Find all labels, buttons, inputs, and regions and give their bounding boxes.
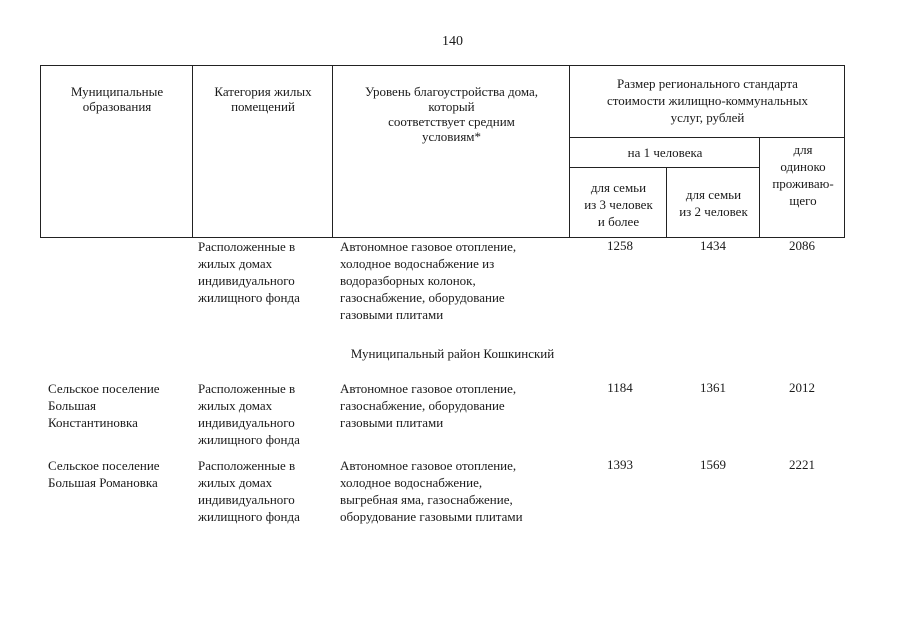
header-single: для одиноко проживаю- щего (772, 142, 834, 208)
header-per-person: на 1 человека (627, 145, 703, 160)
border-top (40, 65, 845, 66)
header-family3: для семьи из 3 человек и более (584, 180, 653, 229)
section-row-1-v2: 1569 (700, 457, 726, 472)
header-level: Уровень благоустройства дома, который соответствует средним условиям* (364, 84, 539, 144)
divider-1 (192, 65, 193, 238)
section-row-1-v3: 1393 (607, 457, 633, 472)
table-header (40, 65, 845, 238)
section-row-0-v2: 1361 (700, 380, 726, 395)
section-row-1-v1: 2221 (789, 457, 815, 472)
section-row-0-municipal: Сельское поселение Большая Константиновка (48, 381, 160, 430)
border-left (40, 65, 41, 238)
divider-5 (759, 137, 760, 238)
section-row-0-v1: 2012 (789, 380, 815, 395)
row-0-v3: 1258 (607, 238, 633, 253)
subdivider-2 (569, 167, 759, 168)
divider-3 (569, 65, 570, 238)
header-municipal: Муниципальные образования (70, 84, 164, 114)
row-0-v2: 1434 (700, 238, 726, 253)
header-size: Размер регионального стандарта стоимости жилищно-коммунальных услуг, рублей (607, 76, 808, 125)
section-row-1-municipal: Сельское поселение Большая Романовка (48, 458, 160, 490)
section-row-0-category: Расположенные в жилых домах индивидуального жилищного фонда (198, 381, 300, 447)
subdivider-1 (569, 137, 845, 138)
divider-2 (332, 65, 333, 238)
section-row-1-level: Автономное газовое отопление, холодное водоснабжение, выгребная яма, газоснабжение, оборудование газовыми плитами (340, 458, 523, 524)
page-number: 140 (442, 34, 463, 49)
row-0-category: Расположенные в жилых домах индивидуального жилищного фонда (198, 239, 300, 305)
header-category: Категория жилых помещений (214, 84, 312, 114)
row-0-v1: 2086 (789, 238, 815, 253)
section-row-0-v3: 1184 (607, 380, 633, 395)
divider-4 (666, 167, 667, 238)
header-family2: для семьи из 2 человек (679, 187, 748, 219)
section-title: Муниципальный район Кошкинский (350, 346, 555, 361)
section-row-0-level: Автономное газовое отопление, газоснабжение, оборудование газовыми плитами (340, 381, 517, 430)
section-row-1-category: Расположенные в жилых домах индивидуального жилищного фонда (198, 458, 300, 524)
row-0-level: Автономное газовое отопление, холодное водоснабжение из водоразборных колонок, газоснабжение, оборудование газовыми плитами (340, 239, 517, 322)
